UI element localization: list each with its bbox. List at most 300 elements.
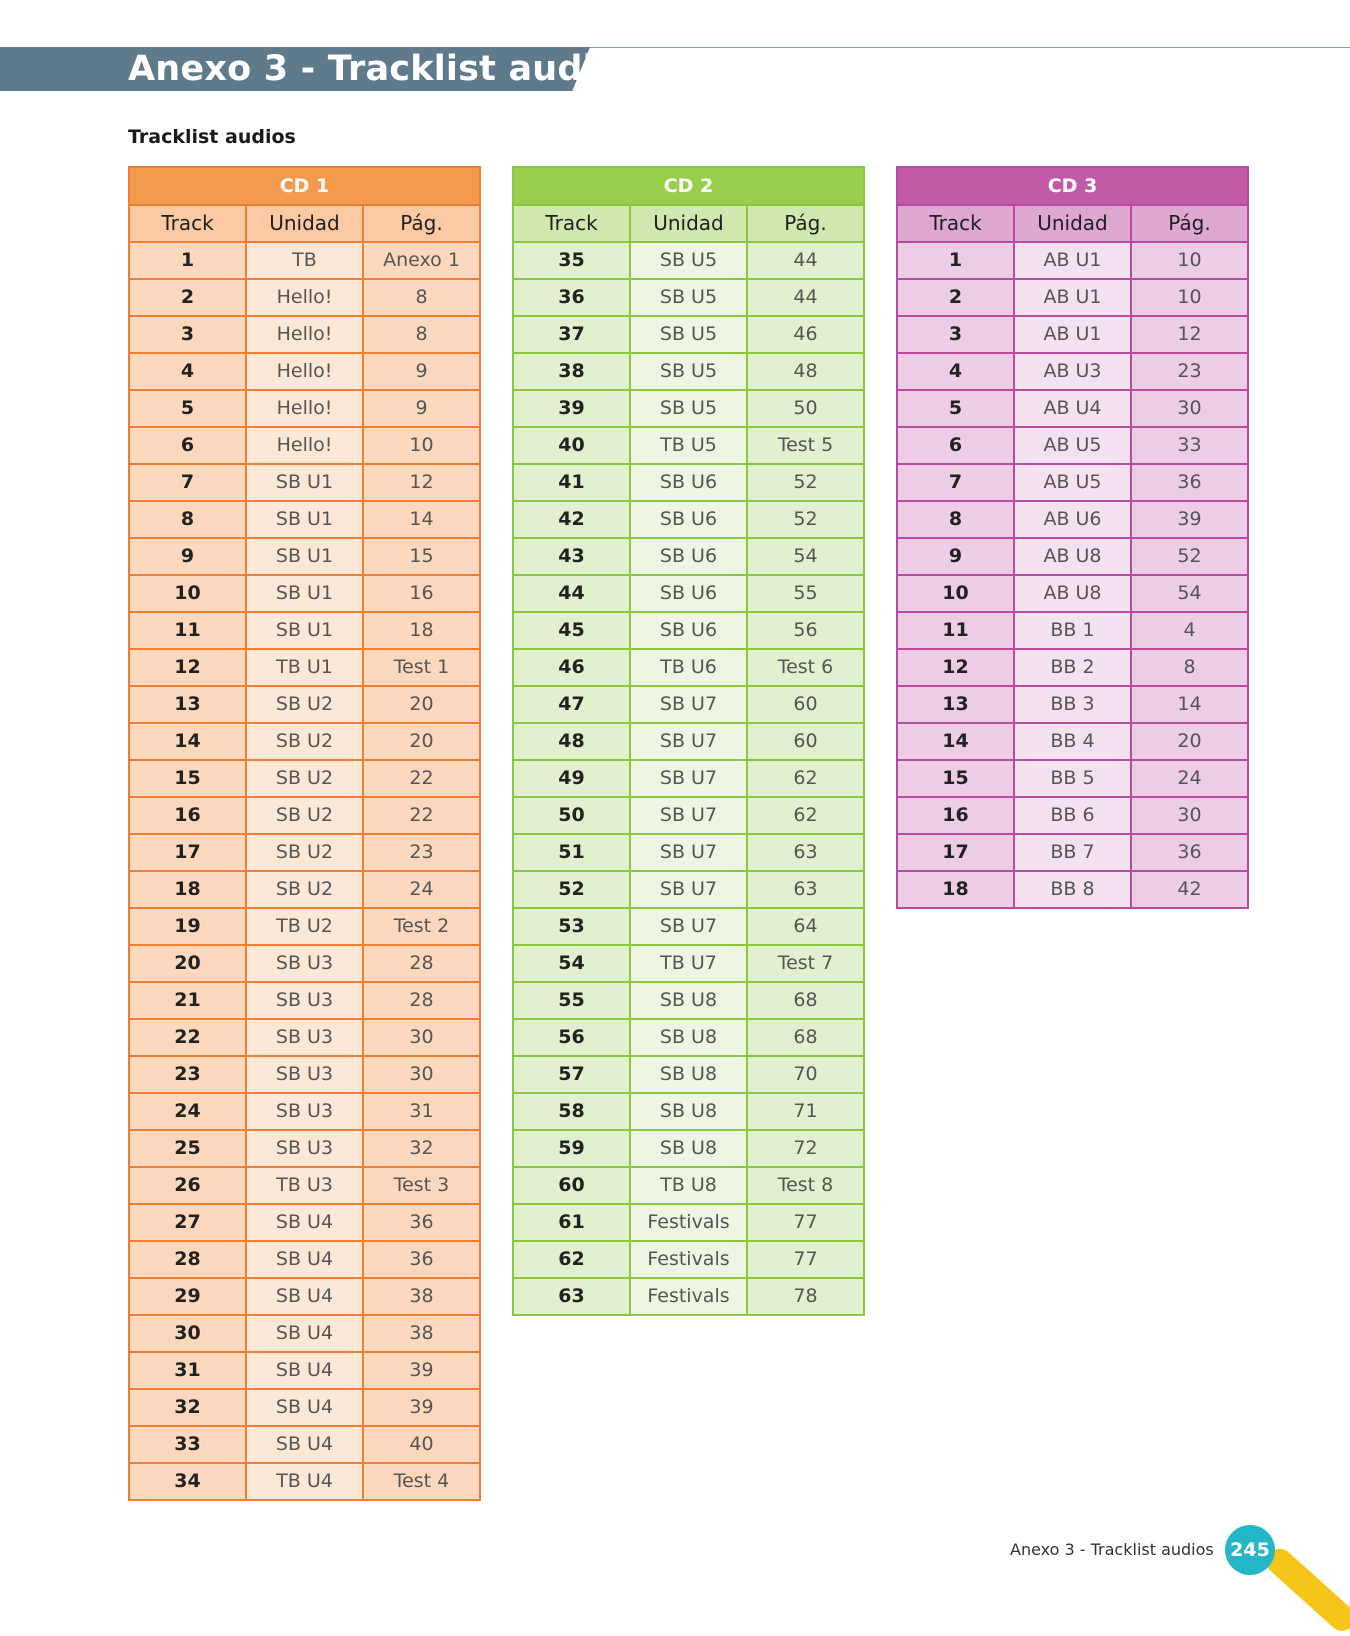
unidad-cell: SB U4 <box>246 1204 363 1241</box>
table-row <box>513 982 864 1019</box>
track-cell: 1 <box>897 242 1014 279</box>
table-row <box>513 1056 864 1093</box>
pag-cell: 39 <box>363 1389 480 1426</box>
table-row <box>513 390 864 427</box>
unidad-cell: TB U7 <box>630 945 747 982</box>
unidad-cell: BB 7 <box>1014 834 1131 871</box>
pag-cell: Test 6 <box>747 649 864 686</box>
track-cell: 44 <box>513 575 630 612</box>
pag-cell: 52 <box>1131 538 1248 575</box>
unidad-cell: SB U8 <box>630 1019 747 1056</box>
pag-cell: 52 <box>747 501 864 538</box>
unidad-cell: Hello! <box>246 316 363 353</box>
track-cell: 36 <box>513 279 630 316</box>
unidad-cell: TB U1 <box>246 649 363 686</box>
unidad-cell: BB 6 <box>1014 797 1131 834</box>
table-row <box>129 1426 480 1463</box>
pag-cell: 63 <box>747 834 864 871</box>
table-row <box>129 390 480 427</box>
unidad-cell: SB U7 <box>630 723 747 760</box>
unidad-cell: TB U3 <box>246 1167 363 1204</box>
track-cell: 50 <box>513 797 630 834</box>
table-row <box>897 612 1248 649</box>
unidad-cell: SB U3 <box>246 1130 363 1167</box>
table-row <box>129 908 480 945</box>
unidad-cell: Hello! <box>246 390 363 427</box>
pag-cell: 10 <box>363 427 480 464</box>
table-row <box>129 760 480 797</box>
track-cell: 43 <box>513 538 630 575</box>
column-header-unidad: Unidad <box>1014 205 1131 242</box>
track-cell: 35 <box>513 242 630 279</box>
unidad-cell: SB U5 <box>630 242 747 279</box>
unidad-cell: SB U7 <box>630 908 747 945</box>
page-number: 245 <box>1225 1525 1275 1575</box>
track-cell: 52 <box>513 871 630 908</box>
cd2-title: CD 2 <box>513 167 864 205</box>
pag-cell: 22 <box>363 760 480 797</box>
unidad-cell: SB U5 <box>630 279 747 316</box>
pag-cell: 54 <box>1131 575 1248 612</box>
cd3-title: CD 3 <box>897 167 1248 205</box>
table-row <box>513 1167 864 1204</box>
table-row <box>129 242 480 279</box>
track-cell: 4 <box>897 353 1014 390</box>
table-row <box>513 316 864 353</box>
track-cell: 45 <box>513 612 630 649</box>
track-cell: 16 <box>897 797 1014 834</box>
table-row <box>513 575 864 612</box>
table-row <box>513 612 864 649</box>
table-row <box>513 279 864 316</box>
pag-cell: 20 <box>1131 723 1248 760</box>
unidad-cell: SB U5 <box>630 316 747 353</box>
pag-cell: 60 <box>747 686 864 723</box>
table-row <box>129 1167 480 1204</box>
track-cell: 15 <box>129 760 246 797</box>
pag-cell: 18 <box>363 612 480 649</box>
table-row <box>513 871 864 908</box>
pag-cell: 16 <box>363 575 480 612</box>
unidad-cell: SB U1 <box>246 538 363 575</box>
track-cell: 59 <box>513 1130 630 1167</box>
pag-cell: 20 <box>363 686 480 723</box>
table-row <box>513 760 864 797</box>
pag-cell: 60 <box>747 723 864 760</box>
unidad-cell: SB U2 <box>246 760 363 797</box>
table-row <box>513 1241 864 1278</box>
cd1-table <box>128 166 481 1501</box>
table-row <box>513 501 864 538</box>
unidad-cell: SB U5 <box>630 390 747 427</box>
unidad-cell: AB U1 <box>1014 242 1131 279</box>
track-cell: 3 <box>129 316 246 353</box>
table-row <box>129 1463 480 1500</box>
table-row <box>513 797 864 834</box>
unidad-cell: AB U8 <box>1014 538 1131 575</box>
table-row <box>897 723 1248 760</box>
unidad-cell: BB 5 <box>1014 760 1131 797</box>
unidad-cell: SB U3 <box>246 1019 363 1056</box>
pag-cell: 56 <box>747 612 864 649</box>
table-row <box>513 686 864 723</box>
unidad-cell: AB U3 <box>1014 353 1131 390</box>
unidad-cell: Hello! <box>246 279 363 316</box>
table-row <box>513 464 864 501</box>
track-cell: 33 <box>129 1426 246 1463</box>
pag-cell: 23 <box>363 834 480 871</box>
table-row <box>129 427 480 464</box>
pag-cell: 32 <box>363 1130 480 1167</box>
table-row <box>897 464 1248 501</box>
unidad-cell: BB 4 <box>1014 723 1131 760</box>
pag-cell: 30 <box>363 1056 480 1093</box>
track-cell: 46 <box>513 649 630 686</box>
cd2-table <box>512 166 865 1316</box>
pag-cell: 63 <box>747 871 864 908</box>
unidad-cell: SB U4 <box>246 1389 363 1426</box>
pag-cell: 28 <box>363 945 480 982</box>
pag-cell: 78 <box>747 1278 864 1315</box>
pencil-decoration <box>1261 1543 1350 1636</box>
table-row <box>129 316 480 353</box>
unidad-cell: SB U6 <box>630 538 747 575</box>
track-cell: 13 <box>897 686 1014 723</box>
unidad-cell: SB U4 <box>246 1315 363 1352</box>
pag-cell: 9 <box>363 353 480 390</box>
unidad-cell: SB U6 <box>630 464 747 501</box>
track-cell: 32 <box>129 1389 246 1426</box>
track-cell: 42 <box>513 501 630 538</box>
track-cell: 40 <box>513 427 630 464</box>
table-row <box>897 797 1248 834</box>
track-cell: 39 <box>513 390 630 427</box>
pag-cell: 36 <box>1131 464 1248 501</box>
table-row <box>129 1056 480 1093</box>
unidad-cell: SB U3 <box>246 982 363 1019</box>
pag-cell: Test 1 <box>363 649 480 686</box>
table-row <box>129 353 480 390</box>
track-cell: 5 <box>129 390 246 427</box>
track-cell: 3 <box>897 316 1014 353</box>
table-row <box>897 279 1248 316</box>
pag-cell: 40 <box>363 1426 480 1463</box>
pag-cell: 4 <box>1131 612 1248 649</box>
table-row <box>129 797 480 834</box>
unidad-cell: SB U2 <box>246 834 363 871</box>
track-cell: 21 <box>129 982 246 1019</box>
unidad-cell: SB U4 <box>246 1278 363 1315</box>
table-row <box>897 353 1248 390</box>
track-cell: 49 <box>513 760 630 797</box>
table-row <box>129 871 480 908</box>
unidad-cell: SB U3 <box>246 1093 363 1130</box>
track-cell: 30 <box>129 1315 246 1352</box>
unidad-cell: Festivals <box>630 1204 747 1241</box>
track-cell: 8 <box>897 501 1014 538</box>
track-cell: 12 <box>897 649 1014 686</box>
pag-cell: 30 <box>363 1019 480 1056</box>
track-cell: 41 <box>513 464 630 501</box>
table-row <box>513 1130 864 1167</box>
unidad-cell: SB U8 <box>630 982 747 1019</box>
track-cell: 38 <box>513 353 630 390</box>
track-cell: 60 <box>513 1167 630 1204</box>
unidad-cell: SB U1 <box>246 612 363 649</box>
column-header-unidad: Unidad <box>246 205 363 242</box>
pag-cell: Test 8 <box>747 1167 864 1204</box>
pag-cell: 12 <box>1131 316 1248 353</box>
track-cell: 9 <box>897 538 1014 575</box>
track-cell: 26 <box>129 1167 246 1204</box>
track-cell: 58 <box>513 1093 630 1130</box>
table-row <box>129 612 480 649</box>
pag-cell: 9 <box>363 390 480 427</box>
unidad-cell: SB U7 <box>630 834 747 871</box>
pag-cell: 36 <box>363 1241 480 1278</box>
table-row <box>513 723 864 760</box>
unidad-cell: SB U7 <box>630 760 747 797</box>
table-row <box>129 1204 480 1241</box>
pag-cell: 71 <box>747 1093 864 1130</box>
column-header-pag: Pág. <box>747 205 864 242</box>
table-row <box>513 1093 864 1130</box>
track-cell: 8 <box>129 501 246 538</box>
pag-cell: 50 <box>747 390 864 427</box>
track-cell: 12 <box>129 649 246 686</box>
pag-cell: 64 <box>747 908 864 945</box>
pag-cell: 42 <box>1131 871 1248 908</box>
pag-cell: 54 <box>747 538 864 575</box>
column-header-track: Track <box>897 205 1014 242</box>
unidad-cell: SB U2 <box>246 686 363 723</box>
unidad-cell: AB U5 <box>1014 427 1131 464</box>
track-cell: 14 <box>897 723 1014 760</box>
pag-cell: 14 <box>363 501 480 538</box>
pag-cell: 10 <box>1131 242 1248 279</box>
column-header-unidad: Unidad <box>630 205 747 242</box>
track-cell: 28 <box>129 1241 246 1278</box>
table-row <box>129 1130 480 1167</box>
table-row <box>129 1389 480 1426</box>
unidad-cell: Hello! <box>246 353 363 390</box>
table-row <box>513 1204 864 1241</box>
track-cell: 6 <box>897 427 1014 464</box>
pag-cell: 28 <box>363 982 480 1019</box>
unidad-cell: SB U3 <box>246 945 363 982</box>
pag-cell: 38 <box>363 1278 480 1315</box>
pag-cell: 24 <box>363 871 480 908</box>
table-row <box>897 427 1248 464</box>
track-cell: 62 <box>513 1241 630 1278</box>
unidad-cell: SB U8 <box>630 1056 747 1093</box>
unidad-cell: TB U6 <box>630 649 747 686</box>
track-cell: 34 <box>129 1463 246 1500</box>
unidad-cell: Hello! <box>246 427 363 464</box>
track-cell: 29 <box>129 1278 246 1315</box>
unidad-cell: AB U4 <box>1014 390 1131 427</box>
table-row <box>129 1352 480 1389</box>
table-row <box>513 242 864 279</box>
table-row <box>129 1093 480 1130</box>
pag-cell: 24 <box>1131 760 1248 797</box>
pag-cell: 70 <box>747 1056 864 1093</box>
pag-cell: 12 <box>363 464 480 501</box>
track-cell: 11 <box>897 612 1014 649</box>
pag-cell: 52 <box>747 464 864 501</box>
unidad-cell: SB U7 <box>630 871 747 908</box>
table-row <box>129 649 480 686</box>
track-cell: 20 <box>129 945 246 982</box>
track-cell: 47 <box>513 686 630 723</box>
unidad-cell: Festivals <box>630 1241 747 1278</box>
unidad-cell: BB 8 <box>1014 871 1131 908</box>
table-row <box>513 908 864 945</box>
track-cell: 51 <box>513 834 630 871</box>
unidad-cell: AB U5 <box>1014 464 1131 501</box>
pag-cell: 77 <box>747 1204 864 1241</box>
pag-cell: Test 3 <box>363 1167 480 1204</box>
unidad-cell: TB U2 <box>246 908 363 945</box>
track-cell: 55 <box>513 982 630 1019</box>
pag-cell: 68 <box>747 1019 864 1056</box>
pag-cell: 44 <box>747 279 864 316</box>
table-row <box>897 538 1248 575</box>
pag-cell: 44 <box>747 242 864 279</box>
table-row <box>513 353 864 390</box>
table-row <box>129 501 480 538</box>
table-row <box>897 760 1248 797</box>
track-cell: 7 <box>897 464 1014 501</box>
unidad-cell: SB U2 <box>246 797 363 834</box>
unidad-cell: SB U2 <box>246 871 363 908</box>
pag-cell: 8 <box>363 279 480 316</box>
track-cell: 4 <box>129 353 246 390</box>
track-cell: 63 <box>513 1278 630 1315</box>
track-cell: 37 <box>513 316 630 353</box>
track-cell: 31 <box>129 1352 246 1389</box>
column-header-track: Track <box>513 205 630 242</box>
pag-cell: 46 <box>747 316 864 353</box>
track-cell: 54 <box>513 945 630 982</box>
track-cell: 15 <box>897 760 1014 797</box>
column-header-pag: Pág. <box>363 205 480 242</box>
track-cell: 9 <box>129 538 246 575</box>
track-cell: 14 <box>129 723 246 760</box>
unidad-cell: SB U8 <box>630 1093 747 1130</box>
table-row <box>129 723 480 760</box>
unidad-cell: SB U1 <box>246 501 363 538</box>
unidad-cell: TB U4 <box>246 1463 363 1500</box>
page-title: Anexo 3 - Tracklist audios <box>128 49 641 89</box>
unidad-cell: SB U7 <box>630 686 747 723</box>
unidad-cell: SB U6 <box>630 501 747 538</box>
table-row <box>897 871 1248 908</box>
unidad-cell: SB U2 <box>246 723 363 760</box>
pag-cell: Test 2 <box>363 908 480 945</box>
unidad-cell: BB 1 <box>1014 612 1131 649</box>
table-row <box>129 686 480 723</box>
table-row <box>129 1241 480 1278</box>
pag-cell: 22 <box>363 797 480 834</box>
track-cell: 5 <box>897 390 1014 427</box>
track-cell: 19 <box>129 908 246 945</box>
unidad-cell: SB U5 <box>630 353 747 390</box>
pag-cell: 33 <box>1131 427 1248 464</box>
unidad-cell: SB U6 <box>630 612 747 649</box>
unidad-cell: SB U4 <box>246 1426 363 1463</box>
track-cell: 6 <box>129 427 246 464</box>
track-cell: 18 <box>129 871 246 908</box>
pag-cell: 39 <box>1131 501 1248 538</box>
track-cell: 22 <box>129 1019 246 1056</box>
track-cell: 11 <box>129 612 246 649</box>
unidad-cell: AB U6 <box>1014 501 1131 538</box>
track-cell: 53 <box>513 908 630 945</box>
table-row <box>897 834 1248 871</box>
pag-cell: 30 <box>1131 797 1248 834</box>
unidad-cell: SB U8 <box>630 1130 747 1167</box>
pag-cell: 8 <box>363 316 480 353</box>
track-cell: 2 <box>129 279 246 316</box>
unidad-cell: TB U8 <box>630 1167 747 1204</box>
pag-cell: 10 <box>1131 279 1248 316</box>
table-row <box>513 1019 864 1056</box>
column-header-pag: Pág. <box>1131 205 1248 242</box>
pag-cell: 55 <box>747 575 864 612</box>
table-row <box>897 501 1248 538</box>
pag-cell: 77 <box>747 1241 864 1278</box>
pag-cell: Anexo 1 <box>363 242 480 279</box>
table-row <box>513 427 864 464</box>
pag-cell: 20 <box>363 723 480 760</box>
pag-cell: 39 <box>363 1352 480 1389</box>
table-row <box>513 649 864 686</box>
pag-cell: 62 <box>747 797 864 834</box>
header-rule <box>560 47 1350 48</box>
unidad-cell: TB <box>246 242 363 279</box>
track-cell: 61 <box>513 1204 630 1241</box>
table-row <box>129 945 480 982</box>
unidad-cell: SB U4 <box>246 1352 363 1389</box>
footer-text: Anexo 3 - Tracklist audios <box>1010 1540 1214 1559</box>
pag-cell: 30 <box>1131 390 1248 427</box>
column-header-track: Track <box>129 205 246 242</box>
track-cell: 23 <box>129 1056 246 1093</box>
table-row <box>897 649 1248 686</box>
pag-cell: 31 <box>363 1093 480 1130</box>
pag-cell: 38 <box>363 1315 480 1352</box>
track-cell: 56 <box>513 1019 630 1056</box>
track-cell: 2 <box>897 279 1014 316</box>
unidad-cell: SB U6 <box>630 575 747 612</box>
pag-cell: 36 <box>363 1204 480 1241</box>
table-row <box>129 279 480 316</box>
unidad-cell: TB U5 <box>630 427 747 464</box>
track-cell: 10 <box>897 575 1014 612</box>
pag-cell: 72 <box>747 1130 864 1167</box>
table-row <box>129 538 480 575</box>
track-cell: 25 <box>129 1130 246 1167</box>
table-row <box>513 1278 864 1315</box>
table-row <box>513 538 864 575</box>
table-row <box>897 316 1248 353</box>
table-row <box>129 1278 480 1315</box>
pag-cell: 62 <box>747 760 864 797</box>
table-row <box>129 1019 480 1056</box>
unidad-cell: Festivals <box>630 1278 747 1315</box>
unidad-cell: SB U7 <box>630 797 747 834</box>
